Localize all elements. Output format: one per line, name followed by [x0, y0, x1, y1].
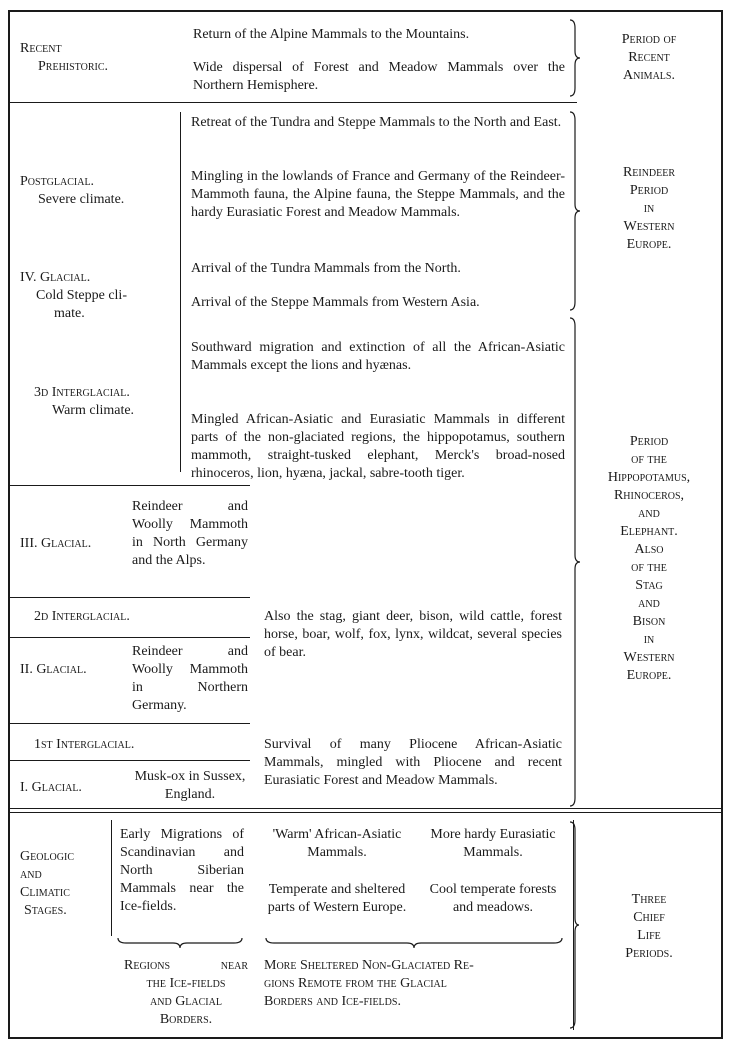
brace-three-periods [568, 820, 580, 1030]
brace-reindeer [568, 110, 582, 312]
footer-regions-near-ice: Regions near the Ice-fields and Glacial Borders. [124, 958, 248, 1027]
period-reindeer: Reindeer Period in Western Europe. [622, 165, 676, 252]
period-hippopotamus: Period of the Hippopotamus, Rhinoceros, and Elephant. Also of the Stag and Bison in Western Europe. [607, 434, 691, 683]
label-recent-prehistoric-line1: Recent [20, 41, 62, 56]
note-glacial-1: Musk-ox in Sussex, England. [134, 769, 246, 802]
event-steppe-arrival: Arrival of the Steppe Mammals from Western Asia. [191, 295, 480, 310]
event-tundra-steppe-retreat: Retreat of the Tundra and Steppe Mammals to the North and East. [191, 115, 562, 130]
footer-early-migrations: Early Migrations of Scandinavian and North Siberian Mammals near the Ice-fields. [120, 827, 244, 914]
label-glacial-4-climate-line2: mate. [54, 306, 85, 321]
footer-double-rule-1 [10, 808, 721, 809]
label-glacial-1: I. Glacial. [20, 780, 82, 795]
footer-double-rule-2 [10, 812, 721, 813]
label-postglacial: Postglacial. [20, 174, 95, 189]
label-interglacial-3: 3d Interglacial. [34, 385, 130, 400]
note-glacial-3: Reindeer and Woolly Mammoth in North Germany and the Alps. [132, 499, 248, 568]
footer-temperate-parts: Temperate and sheltered parts of Western Europe. [267, 882, 407, 915]
rule-interglacial1-bottom [10, 760, 250, 761]
event-lowland-mingling: Mingling in the lowlands of France and Germany of the Reindeer-Mammoth fauna, the Alpine fauna, the Steppe Mammals, and the hardy Eurasiatic Forest and Meadow Mammals. [191, 169, 565, 220]
event-mingled-fauna: Mingled African-Asiatic and Eurasiatic Mammals in different parts of the non-glaciated regions, the hippopotamus, southern mammoth, straight-tusked elephant, Merck's broad-nosed rhinoceros, lion, hyæna, jackal, sabre-tooth tiger. [191, 412, 565, 481]
label-glacial-3: III. Glacial. [20, 536, 92, 551]
event-stag-fauna: Also the stag, giant deer, bison, wild cattle, forest horse, boar, wolf, fox, lynx, wildcat, several species of bear. [264, 609, 562, 660]
footer-warm-mammals: 'Warm' African-Asiatic Mammals. [272, 827, 402, 860]
event-tundra-arrival: Arrival of the Tundra Mammals from the North. [191, 261, 461, 276]
rule-glacial2-bottom [10, 723, 250, 724]
label-glacial-4: IV. Glacial. [20, 270, 91, 285]
outer-border-right [721, 10, 723, 1039]
footer-early-divider [111, 820, 112, 936]
note-glacial-2: Reindeer and Woolly Mammoth in Northern Germany. [132, 644, 248, 713]
label-glacial-4-climate-line1: Cold Steppe cli- [36, 288, 127, 303]
label-interglacial-2: 2d Interglacial. [34, 609, 130, 624]
label-interglacial-3-climate: Warm climate. [52, 403, 135, 418]
label-interglacial-1: 1st Interglacial. [34, 737, 135, 752]
rule-interglacial2-bottom [10, 637, 250, 638]
event-recent-dispersal: Wide dispersal of Forest and Meadow Mammals over the Northern Hemisphere. [193, 60, 565, 93]
brace-regions-remote [264, 936, 564, 950]
rule-glacial3-bottom [10, 597, 250, 598]
outer-border-left [8, 10, 10, 1039]
outer-border-top [8, 10, 723, 12]
event-recent-alpine-return: Return of the Alpine Mammals to the Mountains. [193, 27, 470, 42]
footer-regions-remote: More Sheltered Non-Glaciated Re- gions Remote from the Glacial Borders and Ice-fields. [264, 958, 474, 1009]
rule-recent [10, 102, 577, 103]
rule-events-divider [180, 112, 181, 472]
event-southward-migration: Southward migration and extinction of all the African-Asiatic Mammals except the lions and hyænas. [191, 340, 565, 373]
brace-regions-near [116, 936, 244, 950]
label-postglacial-climate: Severe climate. [38, 192, 125, 207]
event-pliocene-survival: Survival of many Pliocene African-Asiatic Mammals, mingled with Pliocene and recent Eurasiatic Forest and Meadow Mammals. [264, 737, 562, 788]
period-three-chief: Three Chief Life Periods. [625, 892, 673, 961]
footer-label-geologic-stages: Geologic and Climatic Stages. [20, 849, 74, 918]
footer-hardy-mammals: More hardy Eurasiatic Mammals. [430, 827, 556, 860]
label-glacial-2: II. Glacial. [20, 662, 87, 677]
rule-glacial3-top [10, 485, 250, 486]
brace-recent [568, 18, 582, 98]
period-recent-animals: Period of Recent Animals. [621, 32, 677, 83]
footer-cool-forests: Cool temperate forests and meadows. [429, 882, 557, 915]
brace-hippo [568, 316, 582, 808]
outer-border-bottom [8, 1037, 723, 1039]
label-recent-prehistoric-line2: Prehistoric. [38, 59, 108, 74]
